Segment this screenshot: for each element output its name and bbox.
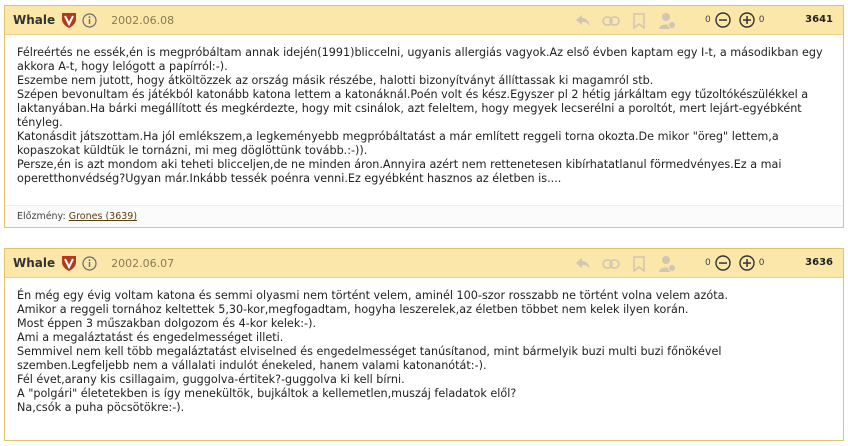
vote-controls — [705, 12, 764, 28]
user-icon[interactable] — [658, 12, 676, 30]
post-header — [5, 6, 843, 35]
post-body: Én még egy évig voltam katona és semmi olyasmi nem történt velem, aminél 100-szor rosszabb ne történt volna velem azóta. Amikor a reggeli tornához keltettek 5,30-kor,megfogadtam, hogyha leszerelek,az életben többet nem kelek ilyen korán. Most éppen 3 műszakban dolgozom és 4-kor kelek:-). Ami a megaláztatást és engedelmességet illeti. Semmivel nem kell több megaláztatást elviselned és engedelmességet tanúsítanod, mint bármelyik buzi multi buzi főnökével szemben.Legfeljebb nem a vállalati indulót énekeled, hanem valami katonanótát:-). Fél évet,arany kis csillagaim, guggolva-értitek?-guggolva ki kell bírni. A "polgári" életetekben is így menekültök, bujkáltok a kellemetlen,muszáj feladatok elől? Na,csók a puha pöcsötökre:-). — [17, 289, 729, 414]
post-3636 — [4, 248, 844, 441]
post-footer — [5, 205, 843, 227]
link-icon[interactable] — [602, 255, 620, 273]
plus-circle-icon[interactable] — [739, 255, 755, 271]
post-actions — [574, 255, 686, 273]
reply-arrow-icon[interactable] — [574, 12, 592, 30]
post-number[interactable]: 3636 — [805, 257, 833, 268]
bookmark-icon[interactable] — [630, 255, 648, 273]
vote-controls — [705, 255, 764, 271]
info-icon[interactable] — [82, 13, 97, 28]
minus-circle-icon[interactable] — [715, 255, 731, 271]
post-author[interactable]: Whale — [13, 13, 56, 27]
post-number[interactable]: 3641 — [805, 14, 833, 25]
v-shield-icon — [60, 254, 78, 272]
post-date: 2002.06.08 — [111, 13, 175, 27]
post-body: Félreértés ne essék,én is megpróbáltam annak idején(1991)bliccelni, ugyanis allergiás vagyok.Az első évben kaptam egy I-t, a másodikban egy akkora A-t, hogy lelógott a papírról:-). Eszembe nem jutott, hogy átköltözzek az ország másik részébe, halotti bizonyítványt állíttassak ki magamról stb. Szépen bevonultam és játékból katonább katona lettem a katonáknál.Poén volt és kész.Egyszer pl 2 hétig járkáltam egy tűzoltókészülékkel a laktanyában.Ha bárki megállított és megkérdezte, hogy mit csinálok, azt feleltem, hogy megyek lecserélni a poroltót, mert lejárt-egyébként tényleg. Katonásdit játszottam.Ha jól emlékszem,a legkeményebb megpróbáltatást a már említett reggeli torna okozta.De mikor "öreg" lettem,a kopaszokat küldtük le tornázni, mi meg döglöttünk tovább.:-)). Persze,én is azt mondom aki teheti blicceljen,de ne minden áron.Annyira azért nem rettenetesen kibírhatatlanul förmedvényes.Ez a mai operetthonvédség?Ugyan már.Inkább tessék poénra venni.Ez egyébként hasznos az életben is.... — [17, 46, 823, 185]
v-shield-icon — [60, 11, 78, 29]
vote-up-count: 0 — [758, 15, 765, 25]
previous-post-label: Előzmény: — [17, 211, 66, 222]
plus-circle-icon[interactable] — [739, 12, 755, 28]
reply-arrow-icon[interactable] — [574, 255, 592, 273]
post-date: 2002.06.07 — [111, 256, 175, 270]
previous-post-link[interactable]: Grones (3639) — [68, 211, 138, 222]
minus-circle-icon[interactable] — [715, 12, 731, 28]
post-actions — [574, 12, 686, 30]
link-icon[interactable] — [602, 12, 620, 30]
post-author[interactable]: Whale — [13, 256, 56, 270]
vote-down-count: 0 — [705, 15, 711, 25]
info-icon[interactable] — [82, 256, 97, 271]
vote-down-count: 0 — [705, 258, 711, 268]
user-icon[interactable] — [658, 255, 676, 273]
post-3641 — [4, 5, 844, 228]
bookmark-icon[interactable] — [630, 12, 648, 30]
vote-up-count: 0 — [758, 258, 765, 268]
post-header — [5, 249, 843, 278]
